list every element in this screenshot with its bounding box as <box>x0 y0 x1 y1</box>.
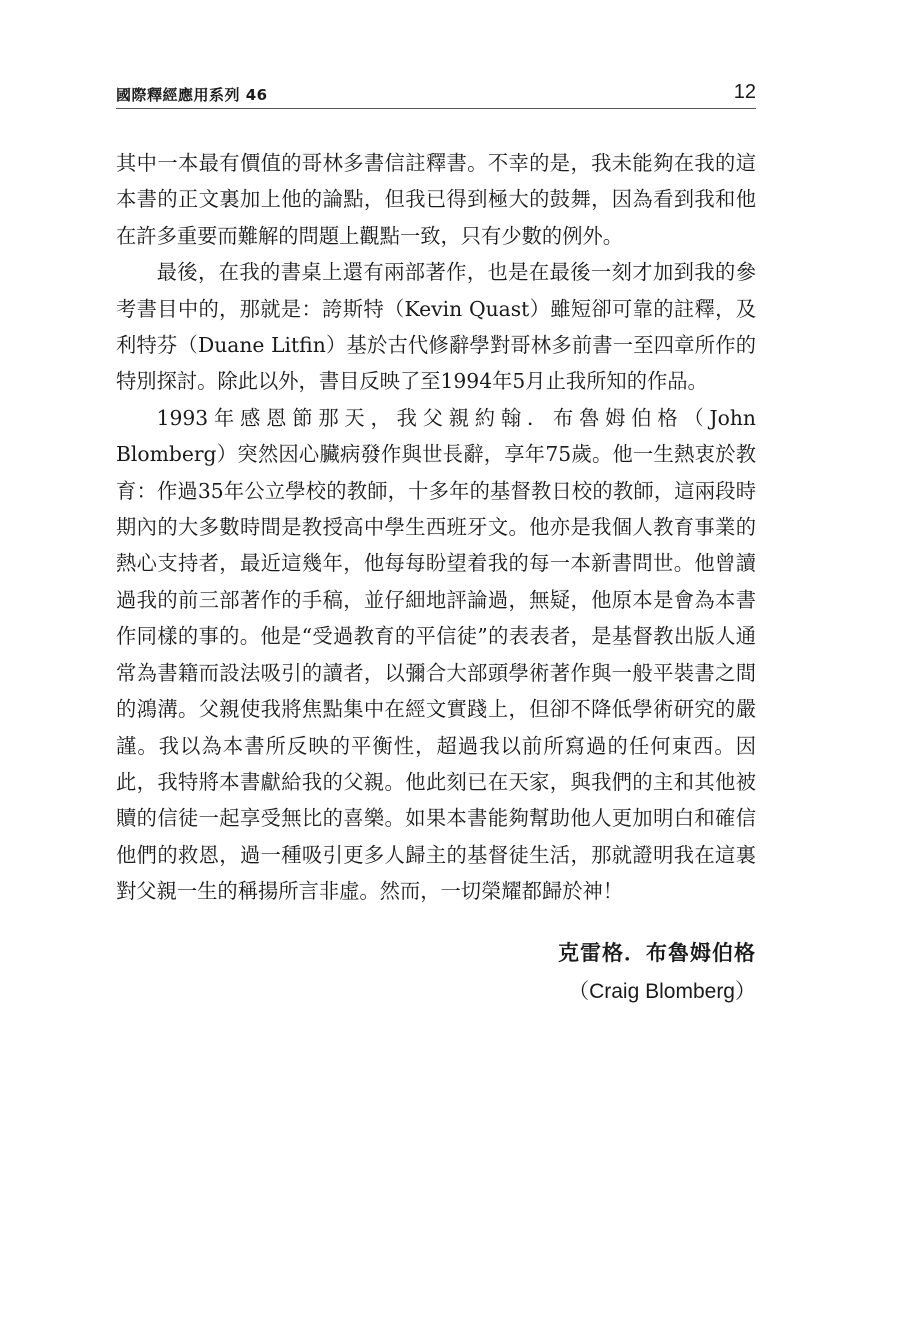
author-name-english: （Craig Blomberg） <box>568 980 756 1003</box>
page-number: 12 <box>733 81 756 103</box>
paragraph-continued: 其中一本最有價值的哥林多書信註釋書。不幸的是，我未能夠在我的這本書的正文裏加上他的論點，但我已得到極大的鼓舞，因為看到我和他在許多重要而難解的問題上觀點一致，只有少數的例外。 <box>116 151 756 248</box>
series-title: 國際釋經應用系列 46 <box>116 86 268 104</box>
paragraph-dedication: 1993年感恩節那天，我父親約翰．布魯姆伯格（John Blomberg）突然因心臟病發作與世長辭，享年75歲。他一生熱衷於教育：作過35年公立學校的教師，十多年的基督教日校的教師，這兩段時期內的大多數時間是教授高中學生西班牙文。他亦是我個人教育事業的熱心支持者，最近這幾年，他每每盼望着我的每一本新書問世。他曾讀過我的前三部著作的手稿，並仔細地評論過，無疑，他原本是會為本書作同樣的事的。他是“受過教育的平信徒”的表表者，是基督教出版人通常為書籍而設法吸引的讀者，以彌合大部頭學術著作與一般平裝書之間的鴻溝。父親使我將焦點集中在經文實踐上，但卻不降低學術研究的嚴謹。我以為本書所反映的平衡性，超過我以前所寫過的任何東西。因此，我特將本書獻給我的父親。他此刻已在天家，與我們的主和其他被贖的信徒一起享受無比的喜樂。如果本書能夠幫助他人更加明白和確信他們的救恩，過一種吸引更多人歸主的基督徒生活，那就證明我在這裏對父親一生的稱揚所言非虛。然而，一切榮耀都歸於神！ <box>116 405 756 904</box>
author-name-chinese: 克雷格．布魯姆伯格 <box>558 941 756 965</box>
paragraph-bibliography-note: 最後，在我的書桌上還有兩部著作，也是在最後一刻才加到我的參考書目中的，那就是：誇斯特（Kevin Quast）雖短卻可靠的註釋，及利特芬（Duane Litfin）基於古代修辭學對哥林多前書一至四章所作的特別探討。除此以外，書目反映了至1994年5月止我所知的作品。 <box>116 260 756 394</box>
body-text <box>116 145 756 910</box>
author-signature <box>558 936 756 1010</box>
running-header <box>116 80 756 109</box>
book-page <box>116 0 756 1324</box>
